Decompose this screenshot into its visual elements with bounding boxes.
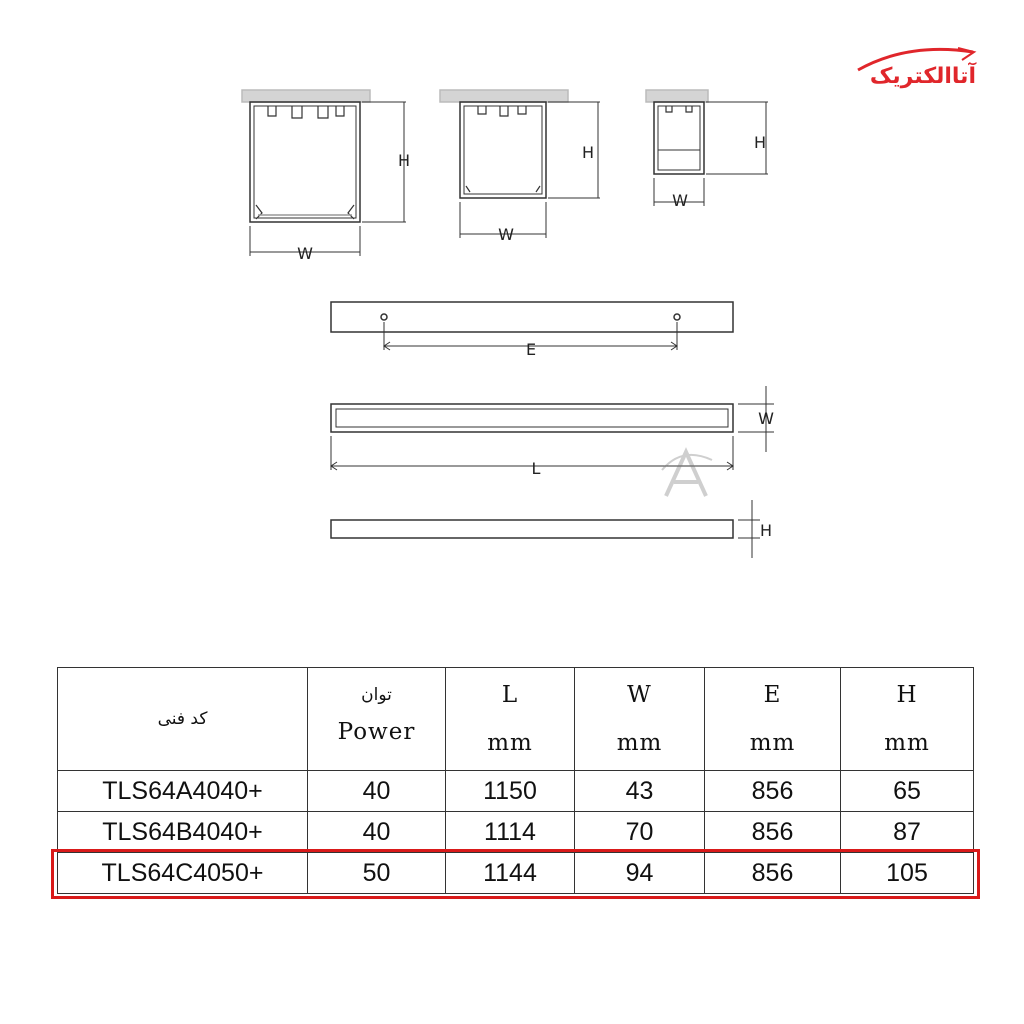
cell-power: 40 (308, 812, 446, 853)
cell-code: TLS64C4050+ (58, 853, 308, 894)
header-power: توان Power (308, 668, 446, 771)
watermark-logo-icon (662, 452, 712, 496)
cell-length: 1150 (446, 771, 575, 812)
cell-e: 856 (705, 812, 841, 853)
cell-width: 70 (575, 812, 705, 853)
profile-medium (440, 90, 600, 238)
table-header-row (58, 668, 974, 771)
header-height: H mm (841, 668, 974, 771)
bottom-view-w-label: W (758, 409, 774, 428)
header-length: L mm (446, 668, 575, 771)
cell-power: 40 (308, 771, 446, 812)
cell-width: 43 (575, 771, 705, 812)
brand-name: آتاالکتریک (869, 64, 976, 89)
profile2-width-label: W (498, 225, 514, 244)
profile2-height-label: H (581, 143, 595, 162)
profile1-width-label: W (297, 244, 313, 263)
cell-code: TLS64B4040+ (58, 812, 308, 853)
cell-code: TLS64A4040+ (58, 771, 308, 812)
header-e: E mm (705, 668, 841, 771)
cell-length: 1114 (446, 812, 575, 853)
header-code: کد فنی (58, 668, 308, 771)
end-view-h-label: H (759, 521, 773, 540)
cell-power: 50 (308, 853, 446, 894)
cell-e: 856 (705, 853, 841, 894)
profile1-height-label: H (397, 151, 411, 170)
cell-length: 1144 (446, 853, 575, 894)
side-view-e-label: E (525, 340, 537, 359)
row-highlight-box (51, 849, 980, 899)
profile-small (646, 90, 768, 206)
profile3-height-label: H (753, 133, 767, 152)
table-row (58, 812, 974, 853)
cell-height: 105 (841, 853, 974, 894)
profile3-width-label: W (672, 191, 688, 210)
table-row (58, 771, 974, 812)
cell-width: 94 (575, 853, 705, 894)
cell-height: 87 (841, 812, 974, 853)
header-width: W mm (575, 668, 705, 771)
cell-height: 65 (841, 771, 974, 812)
bottom-view-l-label: L (531, 459, 541, 478)
end-view (331, 500, 760, 558)
profile-large (242, 90, 406, 256)
cell-e: 856 (705, 771, 841, 812)
